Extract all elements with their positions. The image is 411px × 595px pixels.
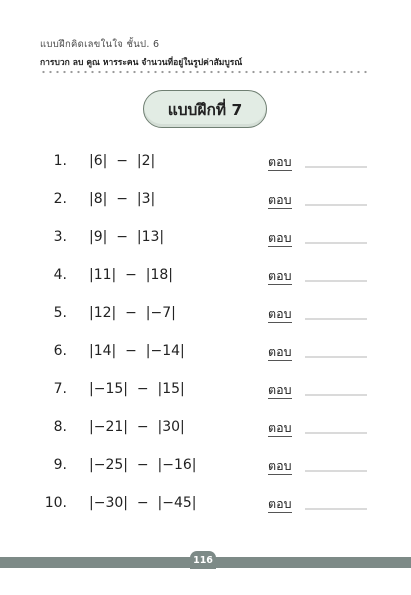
exercise-title: แบบฝึกที่ 7 (167, 100, 243, 119)
item-number: 4. (53, 267, 67, 283)
book-title: แบบฝึกคิดเลขในใจ ชั้นป. 6 (40, 39, 160, 50)
item-number: 7. (53, 381, 67, 397)
exercise-row (0, 419, 411, 439)
item-expression: |−25| − |−16| (89, 457, 197, 473)
answer-label: ตอบ (268, 154, 292, 169)
item-expression: |−30| − |−45| (89, 495, 197, 511)
answer-blank[interactable] (305, 318, 367, 320)
page-number-tab (190, 551, 216, 569)
item-number: 10. (44, 495, 67, 511)
item-expression: |11| − |18| (89, 267, 174, 283)
answer-blank[interactable] (305, 394, 367, 396)
item-expression: |9| − |13| (89, 229, 165, 245)
exercise-title-badge (143, 90, 267, 128)
item-expression: |−21| − |30| (89, 419, 185, 435)
item-expression: |14| − |−14| (89, 343, 185, 359)
answer-label: ตอบ (268, 458, 292, 473)
answer-blank[interactable] (305, 280, 367, 282)
exercise-row (0, 381, 411, 401)
answer-label: ตอบ (268, 382, 292, 397)
answer-blank[interactable] (305, 470, 367, 472)
answer-blank[interactable] (305, 432, 367, 434)
item-number: 2. (53, 191, 67, 207)
answer-blank[interactable] (305, 204, 367, 206)
item-number: 6. (53, 343, 67, 359)
answer-label: ตอบ (268, 496, 292, 511)
answer-label: ตอบ (268, 420, 292, 435)
answer-label: ตอบ (268, 192, 292, 207)
exercise-row (0, 305, 411, 325)
item-number: 8. (53, 419, 67, 435)
answer-blank[interactable] (305, 242, 367, 244)
exercise-row (0, 343, 411, 363)
exercise-row (0, 153, 411, 173)
exercise-row (0, 229, 411, 249)
lesson-subtitle: การบวก ลบ คูณ หารระคน จำนวนที่อยู่ในรูปค่าสัมบูรณ์ (40, 58, 243, 68)
item-expression: |−15| − |15| (89, 381, 185, 397)
answer-label: ตอบ (268, 268, 292, 283)
item-number: 9. (53, 457, 67, 473)
answer-label: ตอบ (268, 344, 292, 359)
exercise-row (0, 495, 411, 515)
answer-label: ตอบ (268, 306, 292, 321)
exercise-row (0, 191, 411, 211)
item-expression: |6| − |2| (89, 153, 156, 169)
exercise-row (0, 457, 411, 477)
item-expression: |12| − |−7| (89, 305, 176, 321)
answer-label: ตอบ (268, 230, 292, 245)
item-number: 1. (53, 153, 67, 169)
item-number: 3. (53, 229, 67, 245)
answer-blank[interactable] (305, 356, 367, 358)
item-expression: |8| − |3| (89, 191, 156, 207)
page-number: 116 (193, 554, 213, 566)
answer-blank[interactable] (305, 508, 367, 510)
dotted-divider (40, 70, 370, 74)
exercise-row (0, 267, 411, 287)
answer-blank[interactable] (305, 166, 367, 168)
item-number: 5. (53, 305, 67, 321)
